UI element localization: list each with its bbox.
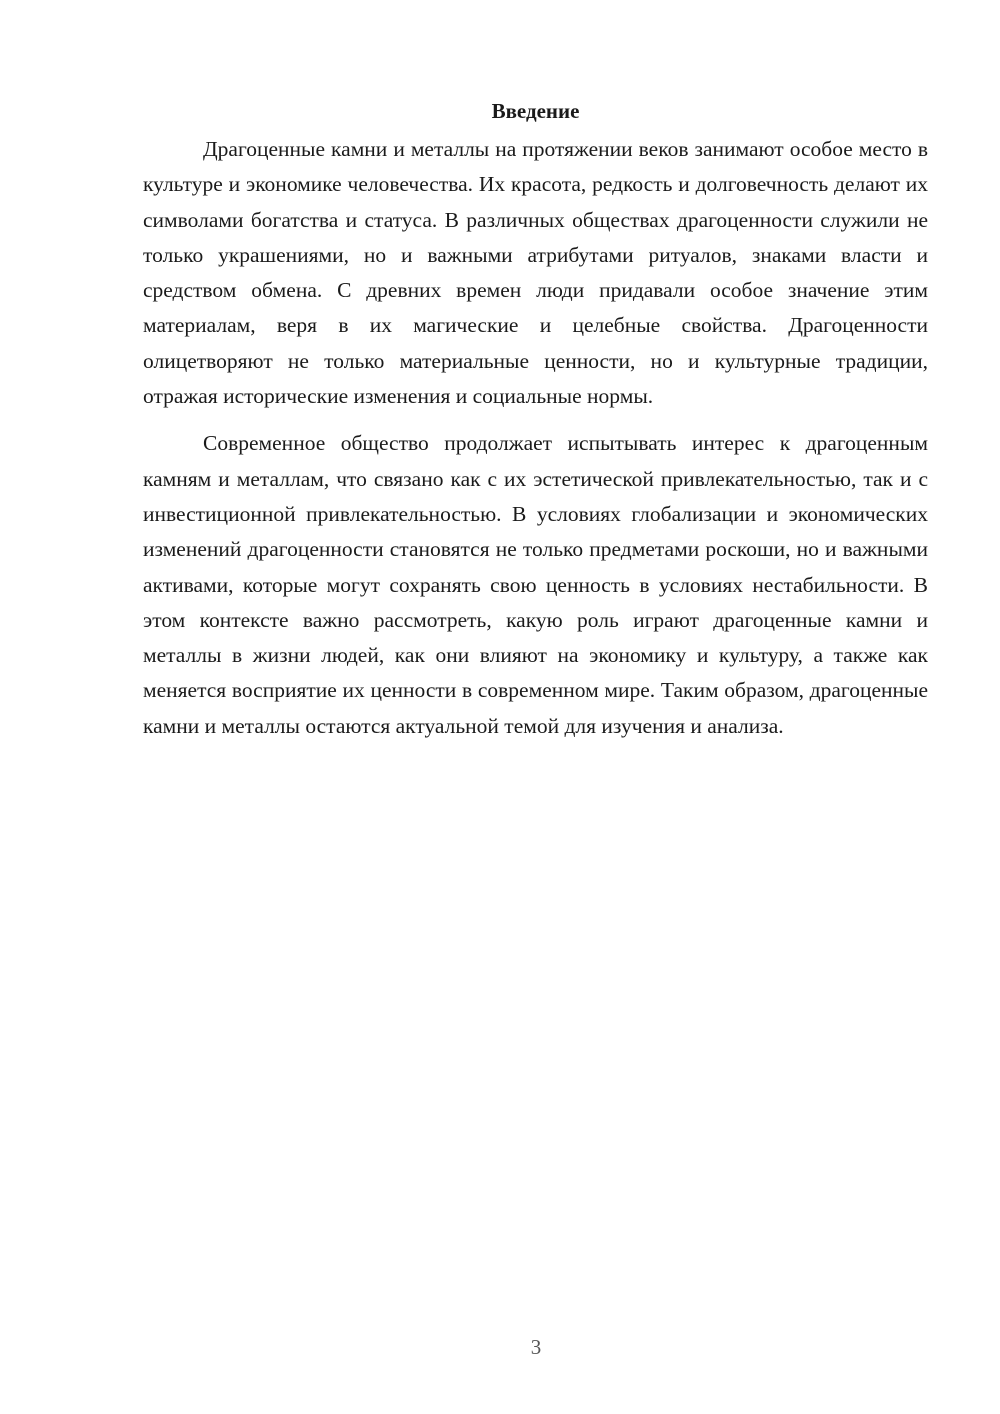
page-content [143, 96, 928, 744]
paragraph-1: Драгоценные камни и металлы на протяжении веков занимают особое место в культуре и экономике человечества. Их красота, редкость и долговечность делают их символами богатства и статуса. В различных обществах драгоценности служили не только украшениями, но и важными атрибутами ритуалов, знаками власти и средством обмена. С древних времен люди придавали особое значение этим материалам, веря в их магические и целебные свойства. Драгоценности олицетворяют не только материальные ценности, но и культурные традиции, отражая исторические изменения и социальные нормы. [143, 137, 928, 409]
section-title: Введение [491, 99, 580, 123]
page-number: 3 [530, 1335, 542, 1359]
paragraph-2: Современное общество продолжает испытывать интерес к драгоценным камням и металлам, что связано как с их эстетической привлекательностью, так и с инвестиционной привлекательностью. В условиях глобализации и экономических изменений драгоценности становятся не только предметами роскоши, но и важными активами, которые могут сохранять свою ценность в условиях нестабильности. В этом контексте важно рассмотреть, какую роль играют драгоценные камни и металлы в жизни людей, как они влияют на экономику и культуру, а также как меняется восприятие их ценности в современном мире. Таким образом, драгоценные камни и металлы остаются актуальной темой для изучения и анализа. [143, 431, 928, 738]
